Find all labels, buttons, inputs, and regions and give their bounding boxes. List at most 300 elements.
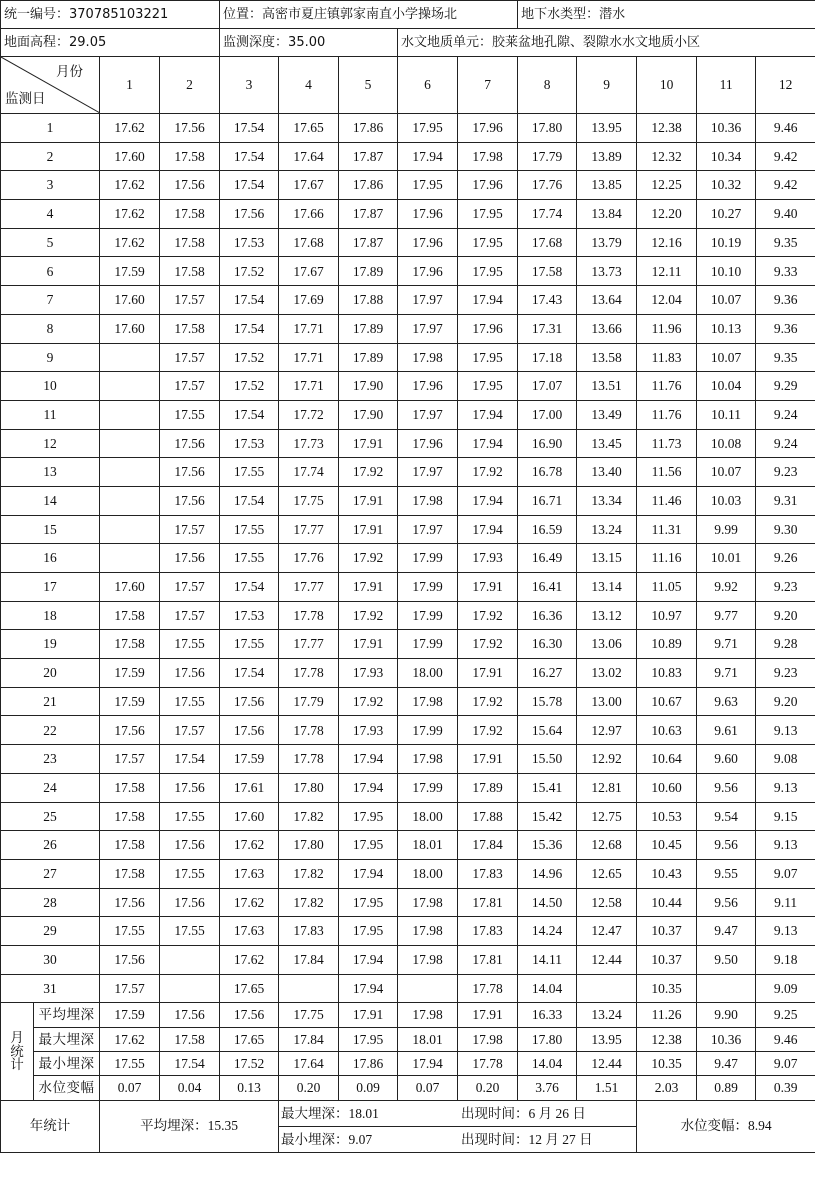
depth-value-cell: 17.91 [339,630,398,659]
table-row [1,171,815,200]
stat-value-cell: 17.65 [220,1027,279,1051]
annual-extremes [279,1100,637,1152]
depth-value-cell: 13.89 [577,142,637,171]
depth-value-cell: 17.93 [339,659,398,688]
month-axis-label: 月份 [56,64,83,79]
annual-average: 平均埋深：15.35 [100,1100,279,1152]
depth-value-cell: 17.56 [160,429,220,458]
depth-value-cell: 17.94 [398,142,458,171]
depth-value-cell: 17.89 [458,773,518,802]
depth-value-cell: 17.66 [279,200,339,229]
depth-value-cell: 17.56 [160,544,220,573]
depth-value-cell: 17.95 [398,171,458,200]
stat-value-cell: 17.91 [339,1003,398,1027]
depth-value-cell: 17.54 [160,745,220,774]
table-row [1,716,815,745]
stat-value-cell: 13.95 [577,1027,637,1051]
table-row [1,372,815,401]
stat-value-cell: 14.04 [518,1051,577,1075]
table-row [1,429,815,458]
depth-value-cell: 12.75 [577,802,637,831]
depth-value-cell: 17.95 [458,257,518,286]
depth-value-cell: 10.08 [697,429,756,458]
depth-value-cell: 17.92 [339,687,398,716]
depth-value-cell: 17.58 [100,773,160,802]
depth-value-cell: 17.94 [458,515,518,544]
depth-value-cell: 17.98 [458,142,518,171]
stat-value-cell: 17.80 [518,1027,577,1051]
depth-value-cell: 17.54 [220,142,279,171]
depth-value-cell: 12.65 [577,859,637,888]
depth-value-cell: 17.63 [220,917,279,946]
stat-value-cell: 0.07 [398,1076,458,1100]
table-row [1,773,815,802]
monthly-stat-row [1,1027,815,1051]
stat-value-cell: 17.64 [279,1051,339,1075]
depth-value-cell: 17.57 [160,716,220,745]
depth-value-cell: 9.23 [756,573,815,602]
depth-cell: 监测深度：35.00 [220,29,398,57]
depth-value-cell: 12.58 [577,888,637,917]
depth-value-cell: 17.56 [160,888,220,917]
stat-value-cell: 10.36 [697,1027,756,1051]
depth-value-cell: 16.49 [518,544,577,573]
stat-value-cell: 2.03 [637,1076,697,1100]
stat-label: 平均埋深 [34,1003,100,1027]
depth-value-cell: 10.64 [637,745,697,774]
depth-value-cell: 13.79 [577,228,637,257]
stat-value-cell: 0.07 [100,1076,160,1100]
depth-value-cell: 17.54 [220,114,279,143]
depth-value-cell: 9.36 [756,286,815,315]
depth-value-cell: 10.45 [637,831,697,860]
depth-value-cell: 11.05 [637,573,697,602]
table-row [1,745,815,774]
depth-value-cell: 17.96 [398,372,458,401]
depth-value-cell: 12.68 [577,831,637,860]
month-header: 6 [398,57,458,114]
depth-value-cell: 9.55 [697,859,756,888]
annual-min: 最小埋深：9.07 [281,1131,373,1147]
stat-value-cell: 11.26 [637,1003,697,1027]
depth-value-cell: 17.83 [458,917,518,946]
day-axis-label: 监测日 [5,90,46,106]
depth-value-cell: 16.36 [518,601,577,630]
depth-value-cell: 17.56 [220,200,279,229]
depth-value-cell: 11.56 [637,458,697,487]
depth-value-cell: 17.96 [398,228,458,257]
depth-value-cell: 9.29 [756,372,815,401]
depth-value-cell: 17.56 [160,171,220,200]
table-row [1,114,815,143]
month-header: 12 [756,57,815,114]
depth-value-cell: 17.55 [160,917,220,946]
monthly-stats-group-label [1,1003,34,1100]
table-row [1,917,815,946]
depth-value-cell: 9.23 [756,458,815,487]
depth-value-cell: 17.99 [398,601,458,630]
day-cell: 11 [1,400,100,429]
depth-value-cell: 17.31 [518,314,577,343]
depth-value-cell: 17.98 [398,745,458,774]
depth-value-cell: 13.84 [577,200,637,229]
depth-value-cell: 17.60 [100,314,160,343]
table-row [1,945,815,974]
depth-value-cell [100,372,160,401]
depth-value-cell [100,544,160,573]
stat-value-cell: 1.51 [577,1076,637,1100]
depth-value-cell: 12.11 [637,257,697,286]
depth-value-cell: 17.99 [398,573,458,602]
depth-value-cell: 17.58 [100,601,160,630]
depth-value-cell: 13.06 [577,630,637,659]
depth-value-cell: 17.89 [339,314,398,343]
depth-value-cell: 17.54 [220,400,279,429]
depth-value-cell: 17.58 [160,228,220,257]
day-cell: 9 [1,343,100,372]
depth-value-cell: 17.93 [458,544,518,573]
location-cell: 位置：高密市夏庄镇郭家南直小学操场北 [220,1,518,29]
stat-value-cell: 17.84 [279,1027,339,1051]
stat-value-cell: 17.94 [398,1051,458,1075]
depth-value-cell: 9.42 [756,171,815,200]
depth-value-cell: 11.46 [637,486,697,515]
day-cell: 20 [1,659,100,688]
depth-value-cell: 17.89 [339,343,398,372]
depth-value-cell: 13.45 [577,429,637,458]
depth-value-cell: 17.91 [339,573,398,602]
depth-value-cell: 17.96 [398,200,458,229]
depth-value-cell: 13.02 [577,659,637,688]
depth-value-cell: 17.58 [160,142,220,171]
depth-value-cell: 10.60 [637,773,697,802]
stat-label: 最大埋深 [34,1027,100,1051]
depth-value-cell: 17.87 [339,142,398,171]
depth-value-cell: 17.56 [100,945,160,974]
stat-value-cell: 17.86 [339,1051,398,1075]
depth-value-cell: 17.69 [279,286,339,315]
depth-value-cell: 18.01 [398,831,458,860]
annual-label: 年统计 [1,1100,100,1152]
depth-value-cell: 17.00 [518,400,577,429]
stat-value-cell: 17.56 [220,1003,279,1027]
day-cell: 8 [1,314,100,343]
depth-value-cell: 17.96 [458,171,518,200]
stat-value-cell: 9.46 [756,1027,815,1051]
depth-value-cell: 17.07 [518,372,577,401]
day-cell: 14 [1,486,100,515]
depth-value-cell: 17.94 [339,859,398,888]
depth-value-cell: 12.04 [637,286,697,315]
depth-value-cell: 17.78 [279,745,339,774]
month-header: 5 [339,57,398,114]
depth-value-cell: 17.60 [100,286,160,315]
depth-value-cell: 11.83 [637,343,697,372]
day-cell: 6 [1,257,100,286]
depth-value-cell: 16.30 [518,630,577,659]
depth-value-cell: 17.97 [398,400,458,429]
water-type-cell: 地下水类型：潜水 [518,1,815,29]
day-cell: 17 [1,573,100,602]
stat-value-cell: 9.07 [756,1051,815,1075]
table-row [1,544,815,573]
annual-min-time: 出现时间：12 月 27 日 [461,1131,593,1147]
day-cell: 26 [1,831,100,860]
month-header: 9 [577,57,637,114]
depth-value-cell: 13.64 [577,286,637,315]
depth-value-cell: 17.86 [339,114,398,143]
depth-value-cell: 17.55 [160,687,220,716]
stat-value-cell: 17.98 [398,1003,458,1027]
depth-value-cell: 17.55 [220,458,279,487]
table-row [1,515,815,544]
depth-value-cell: 15.64 [518,716,577,745]
depth-value-cell [100,458,160,487]
stat-value-cell: 17.78 [458,1051,518,1075]
depth-value-cell: 17.55 [220,544,279,573]
water-type: 潜水 [599,7,626,22]
depth-value-cell: 17.67 [279,257,339,286]
depth-value-cell: 9.13 [756,716,815,745]
depth-value-cell: 17.91 [458,659,518,688]
depth-value-cell: 17.56 [160,486,220,515]
depth-value-cell: 17.84 [458,831,518,860]
depth-value-cell [100,343,160,372]
depth-value-cell: 9.40 [756,200,815,229]
depth-value-cell: 17.92 [339,601,398,630]
depth-value-cell: 17.80 [279,831,339,860]
depth-value-cell: 17.52 [220,372,279,401]
stat-value-cell: 17.62 [100,1027,160,1051]
depth-value-cell: 17.78 [279,601,339,630]
depth-value-cell: 10.36 [697,114,756,143]
depth-value-cell: 17.78 [279,659,339,688]
depth-value-cell: 17.55 [160,859,220,888]
depth-value-cell: 15.50 [518,745,577,774]
depth-value-cell: 10.35 [637,974,697,1003]
depth-value-cell: 10.13 [697,314,756,343]
day-cell: 12 [1,429,100,458]
depth-value-cell: 10.32 [697,171,756,200]
depth-value-cell [398,974,458,1003]
depth-value-cell: 17.91 [458,745,518,774]
depth-value-cell: 12.38 [637,114,697,143]
depth-value-cell: 10.03 [697,486,756,515]
depth-value-cell: 9.20 [756,601,815,630]
depth-value-cell: 17.53 [220,228,279,257]
depth-value-cell: 13.73 [577,257,637,286]
stat-value-cell: 17.75 [279,1003,339,1027]
depth-value-cell: 17.99 [398,716,458,745]
table-row [1,228,815,257]
depth-value-cell: 17.63 [220,859,279,888]
depth-value-cell: 17.58 [100,802,160,831]
depth-value-cell: 12.16 [637,228,697,257]
depth-value-cell: 17.76 [279,544,339,573]
depth-value-cell: 17.59 [220,745,279,774]
day-cell: 13 [1,458,100,487]
depth-value-cell: 17.65 [220,974,279,1003]
depth-value-cell: 17.58 [518,257,577,286]
depth-value-cell [279,974,339,1003]
table-row [1,859,815,888]
depth-value-cell: 10.11 [697,400,756,429]
depth-value-cell: 17.60 [220,802,279,831]
stat-value-cell: 3.76 [518,1076,577,1100]
depth-value-cell: 17.94 [339,974,398,1003]
day-cell: 7 [1,286,100,315]
depth-value-cell: 17.73 [279,429,339,458]
depth-value-cell [100,515,160,544]
depth-value-cell: 9.23 [756,659,815,688]
depth-value-cell: 9.42 [756,142,815,171]
monthly-stat-row [1,1003,815,1027]
depth-value-cell: 13.51 [577,372,637,401]
depth-value-cell: 17.56 [160,114,220,143]
table-row [1,400,815,429]
depth-value-cell: 15.42 [518,802,577,831]
table-row [1,286,815,315]
depth-value-cell: 17.58 [160,257,220,286]
depth-value-cell: 10.37 [637,917,697,946]
stat-label: 水位变幅 [34,1076,100,1100]
depth-value-cell: 13.85 [577,171,637,200]
depth-value-cell: 17.58 [160,200,220,229]
depth-value-cell: 17.57 [100,974,160,1003]
depth-value-cell: 17.98 [398,945,458,974]
depth-value-cell: 17.59 [100,257,160,286]
depth-value-cell: 9.61 [697,716,756,745]
depth-value-cell [100,486,160,515]
depth-value-cell: 17.56 [160,458,220,487]
hydro-unit-cell: 水文地质单元：胶莱盆地孔隙、裂隙水水文地质小区 [398,29,815,57]
depth-value-cell: 17.71 [279,314,339,343]
depth-value-cell: 9.56 [697,888,756,917]
day-cell: 4 [1,200,100,229]
stat-value-cell: 0.89 [697,1076,756,1100]
depth-value-cell: 9.09 [756,974,815,1003]
monthly-stat-row [1,1051,815,1075]
depth-value-cell: 9.56 [697,831,756,860]
depth-value-cell: 10.27 [697,200,756,229]
stat-value-cell: 17.52 [220,1051,279,1075]
depth-value-cell: 17.54 [220,573,279,602]
depth-value-cell: 17.78 [458,974,518,1003]
depth-value-cell: 17.55 [160,630,220,659]
stat-value-cell: 17.55 [100,1051,160,1075]
depth-value-cell: 15.78 [518,687,577,716]
depth-value-cell: 17.56 [160,659,220,688]
day-cell: 29 [1,917,100,946]
depth-value-cell: 17.94 [339,745,398,774]
annual-stats-row [1,1100,815,1152]
depth-value-cell: 17.95 [339,831,398,860]
day-cell: 19 [1,630,100,659]
stat-value-cell: 17.58 [160,1027,220,1051]
day-cell: 15 [1,515,100,544]
depth-value-cell: 10.07 [697,458,756,487]
month-header-row [1,57,815,114]
depth-value-cell: 14.50 [518,888,577,917]
depth-value-cell: 17.58 [160,314,220,343]
location: 高密市夏庄镇郭家南直小学操场北 [262,7,458,22]
month-header: 7 [458,57,518,114]
depth-value-cell: 17.87 [339,228,398,257]
depth-value-cell: 17.55 [100,917,160,946]
depth-value-cell: 9.24 [756,400,815,429]
depth-value-cell: 10.37 [637,945,697,974]
table-row [1,687,815,716]
stat-value-cell: 9.47 [697,1051,756,1075]
depth-value-cell: 17.52 [220,257,279,286]
depth-value-cell: 17.55 [220,630,279,659]
depth-value-cell: 17.92 [458,630,518,659]
depth-value-cell: 17.86 [339,171,398,200]
depth-value-cell: 17.94 [458,400,518,429]
annual-range: 水位变幅：8.94 [637,1100,815,1152]
depth-value-cell: 17.97 [398,286,458,315]
depth-value-cell: 17.81 [458,945,518,974]
station-id-cell: 统一编号：370785103221 [1,1,220,29]
day-cell: 24 [1,773,100,802]
day-cell: 1 [1,114,100,143]
depth-value-cell: 18.00 [398,802,458,831]
depth-value-cell: 9.56 [697,773,756,802]
hydro-unit: 胶莱盆地孔隙、裂隙水水文地质小区 [492,35,701,50]
depth-value-cell: 16.71 [518,486,577,515]
day-cell: 30 [1,945,100,974]
depth-value-cell: 17.67 [279,171,339,200]
depth-value-cell: 9.24 [756,429,815,458]
depth-value-cell: 17.54 [220,486,279,515]
depth-value-cell: 17.91 [339,429,398,458]
depth-value-cell: 9.26 [756,544,815,573]
depth-value-cell: 17.91 [339,515,398,544]
depth-value-cell: 17.92 [339,544,398,573]
depth-value-cell: 17.54 [220,314,279,343]
depth-value-cell: 10.43 [637,859,697,888]
depth-value-cell: 17.94 [458,286,518,315]
table-row [1,343,815,372]
depth-value-cell: 17.60 [100,142,160,171]
depth-value-cell: 9.36 [756,314,815,343]
depth-value-cell: 17.95 [339,917,398,946]
depth-value-cell: 13.12 [577,601,637,630]
depth-value-cell: 9.99 [697,515,756,544]
month-header: 8 [518,57,577,114]
stat-value-cell: 13.24 [577,1003,637,1027]
depth-value-cell: 17.62 [220,945,279,974]
depth-value-cell: 10.19 [697,228,756,257]
depth-value-cell: 10.63 [637,716,697,745]
month-header: 10 [637,57,697,114]
depth-value-cell: 9.20 [756,687,815,716]
info-row-2 [1,29,815,57]
depth-value-cell: 17.99 [398,544,458,573]
depth-value-cell: 9.28 [756,630,815,659]
depth-value-cell: 17.91 [339,486,398,515]
depth-value-cell: 17.56 [160,773,220,802]
depth-value-cell: 9.35 [756,343,815,372]
depth-value-cell: 12.97 [577,716,637,745]
day-cell: 3 [1,171,100,200]
stat-value-cell: 17.56 [160,1003,220,1027]
depth-value-cell: 12.44 [577,945,637,974]
table-row [1,659,815,688]
depth-value-cell: 17.78 [279,716,339,745]
depth-value-cell: 17.60 [100,573,160,602]
depth-value-cell: 17.92 [458,458,518,487]
